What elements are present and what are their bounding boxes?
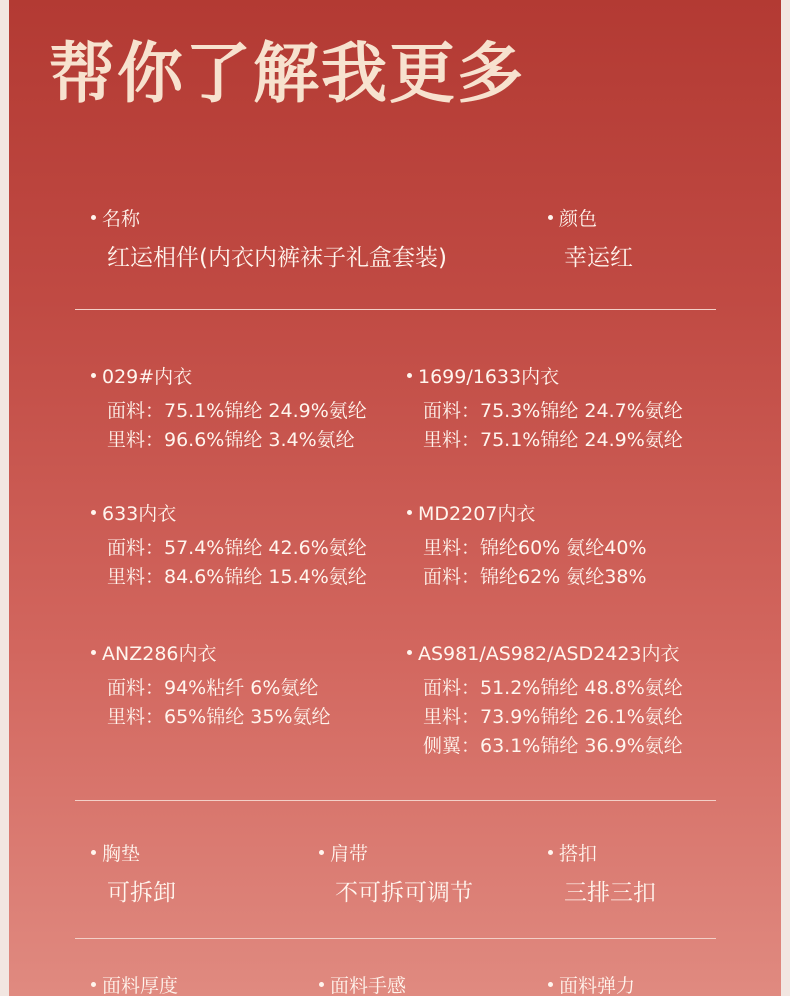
page-title: 帮你了解我更多 xyxy=(49,35,525,112)
material-block xyxy=(407,642,683,761)
feature-label: 肩带 xyxy=(330,843,369,865)
material-line: 里料：65%锦纶 35%氨纶 xyxy=(107,706,331,728)
fabric-elasticity-block xyxy=(548,974,635,996)
material-line: 面料：51.2%锦纶 48.8%氨纶 xyxy=(423,677,683,699)
feature-block xyxy=(548,842,656,908)
material-block xyxy=(91,502,367,592)
bullet-icon xyxy=(548,850,553,855)
material-line: 面料：锦纶62% 氨纶38% xyxy=(423,566,647,588)
bullet-icon xyxy=(319,982,324,987)
feature-label: 胸垫 xyxy=(102,843,141,865)
bullet-icon xyxy=(91,510,96,515)
bullet-icon xyxy=(319,850,324,855)
feature-value: 不可拆可调节 xyxy=(335,880,473,906)
feature-block xyxy=(319,842,473,908)
color-block xyxy=(548,207,633,273)
name-block xyxy=(91,207,447,273)
material-line: 面料：75.1%锦纶 24.9%氨纶 xyxy=(107,400,367,422)
info-panel xyxy=(9,0,781,996)
material-label: 1699/1633内衣 xyxy=(418,366,560,388)
feature-value: 可拆卸 xyxy=(107,880,176,906)
material-block xyxy=(91,365,367,455)
name-value: 红运相伴(内衣内裤袜子礼盒套装) xyxy=(107,245,447,271)
material-line: 面料：94%粘纤 6%氨纶 xyxy=(107,677,319,699)
material-line: 面料：75.3%锦纶 24.7%氨纶 xyxy=(423,400,683,422)
material-block xyxy=(407,502,647,592)
material-block xyxy=(91,642,331,732)
fabric-feel-block xyxy=(319,974,406,996)
bullet-icon xyxy=(548,215,553,220)
bullet-icon xyxy=(407,650,412,655)
bullet-icon xyxy=(91,215,96,220)
color-label: 颜色 xyxy=(548,207,633,231)
color-value: 幸运红 xyxy=(564,245,633,271)
bullet-icon xyxy=(91,982,96,987)
divider xyxy=(75,800,716,801)
fabric-thickness-label: 面料厚度 xyxy=(102,975,179,996)
material-label: ANZ286内衣 xyxy=(102,643,217,665)
material-label: 029#内衣 xyxy=(102,366,193,388)
material-line: 面料：57.4%锦纶 42.6%氨纶 xyxy=(107,537,367,559)
material-line: 里料：锦纶60% 氨纶40% xyxy=(423,537,647,559)
material-line: 里料：73.9%锦纶 26.1%氨纶 xyxy=(423,706,683,728)
bullet-icon xyxy=(407,510,412,515)
material-block xyxy=(407,365,683,455)
material-line: 里料：84.6%锦纶 15.4%氨纶 xyxy=(107,566,367,588)
feature-block xyxy=(91,842,176,908)
bullet-icon xyxy=(91,850,96,855)
fabric-thickness-block xyxy=(91,974,178,996)
feature-value: 三排三扣 xyxy=(564,880,656,906)
bullet-icon xyxy=(91,373,96,378)
bullet-icon xyxy=(91,650,96,655)
divider xyxy=(75,309,716,310)
material-line: 里料：96.6%锦纶 3.4%氨纶 xyxy=(107,429,355,451)
feature-label: 搭扣 xyxy=(559,843,598,865)
bullet-icon xyxy=(548,982,553,987)
material-line: 里料：75.1%锦纶 24.9%氨纶 xyxy=(423,429,683,451)
material-label: MD2207内衣 xyxy=(418,503,536,525)
fabric-elasticity-label: 面料弹力 xyxy=(559,975,636,996)
material-label: AS981/AS982/ASD2423内衣 xyxy=(418,643,680,665)
bullet-icon xyxy=(407,373,412,378)
material-label: 633内衣 xyxy=(102,503,177,525)
material-line: 侧翼：63.1%锦纶 36.9%氨纶 xyxy=(423,735,683,757)
name-label: 名称 xyxy=(91,207,447,231)
fabric-feel-label: 面料手感 xyxy=(330,975,407,996)
divider xyxy=(75,938,716,939)
